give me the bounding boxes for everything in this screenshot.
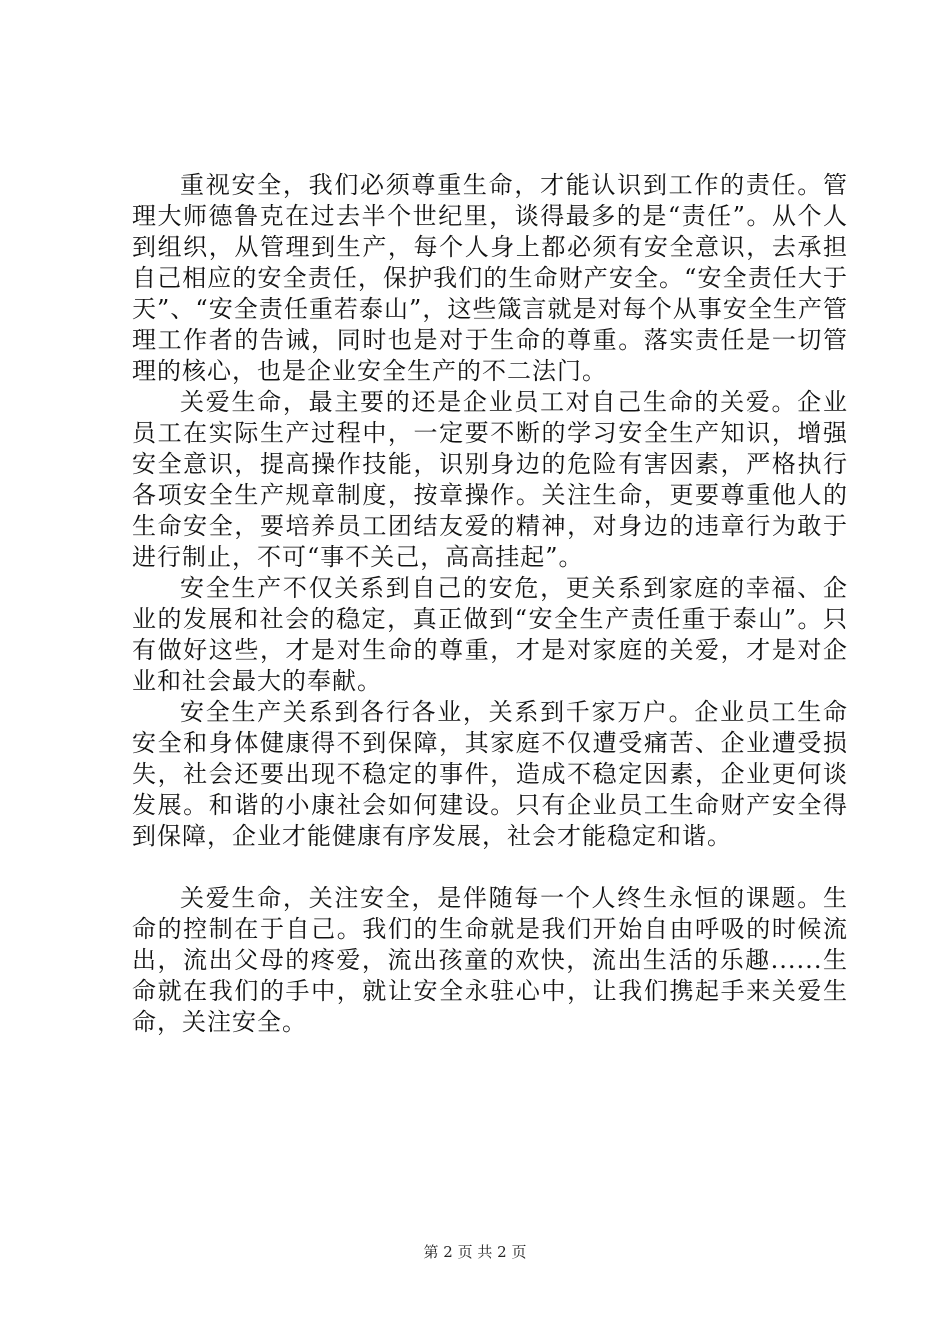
document-body xyxy=(132,170,848,1038)
paragraph-family-society: 安全生产不仅关系到自己的安危，更关系到家庭的幸福、企业的发展和社会的稳定，真正做到“安全生产责任重于泰山”。只有做好这些，才是对生命的尊重，才是对家庭的关爱，才是对企业和社会最大的奉献。 xyxy=(132,574,848,695)
paragraph-care-for-life: 关爱生命，最主要的还是企业员工对自己生命的关爱。企业员工在实际生产过程中，一定要不断的学习安全生产知识，增强安全意识，提高操作技能，识别身边的危险有害因素，严格执行各项安全生产规章制度，按章操作。关注生命，更要尊重他人的生命安全，要培养员工团结友爱的精神，对身边的违章行为敢于进行制止，不可“事不关己，高高挂起”。 xyxy=(132,388,848,571)
paragraph-conclusion: 关爱生命，关注安全，是伴随每一个人终生永恒的课题。生命的控制在于自己。我们的生命就是我们开始自由呼吸的时候流出，流出父母的疼爱，流出孩童的欢快，流出生活的乐趣......生命就在我们的手中，就让安全永驻心中，让我们携起手来关爱生命，关注安全。 xyxy=(132,884,848,1036)
paragraph-all-industries: 安全生产关系到各行各业，关系到千家万户。企业员工生命安全和身体健康得不到保障，其家庭不仅遭受痛苦、企业遭受损失，社会还要出现不稳定的事件，造成不稳定因素，企业更何谈发展。和谐的小康社会如何建设。只有企业员工生命财产安全得到保障，企业才能健康有序发展，社会才能稳定和谐。 xyxy=(132,698,848,850)
paragraph-responsibility: 重视安全，我们必须尊重生命，才能认识到工作的责任。管理大师德鲁克在过去半个世纪里，谈得最多的是“责任”。从个人到组织，从管理到生产，每个人身上都必须有安全意识，去承担自己相应的安全责任，保护我们的生命财产安全。“安全责任大于天”、“安全责任重若泰山”，这些箴言就是对每个从事安全生产管理工作者的告诫，同时也是对于生命的尊重。落实责任是一切管理的核心，也是企业安全生产的不二法门。 xyxy=(132,171,848,385)
page-number-footer: 第 2 页 共 2 页 xyxy=(423,1243,527,1261)
